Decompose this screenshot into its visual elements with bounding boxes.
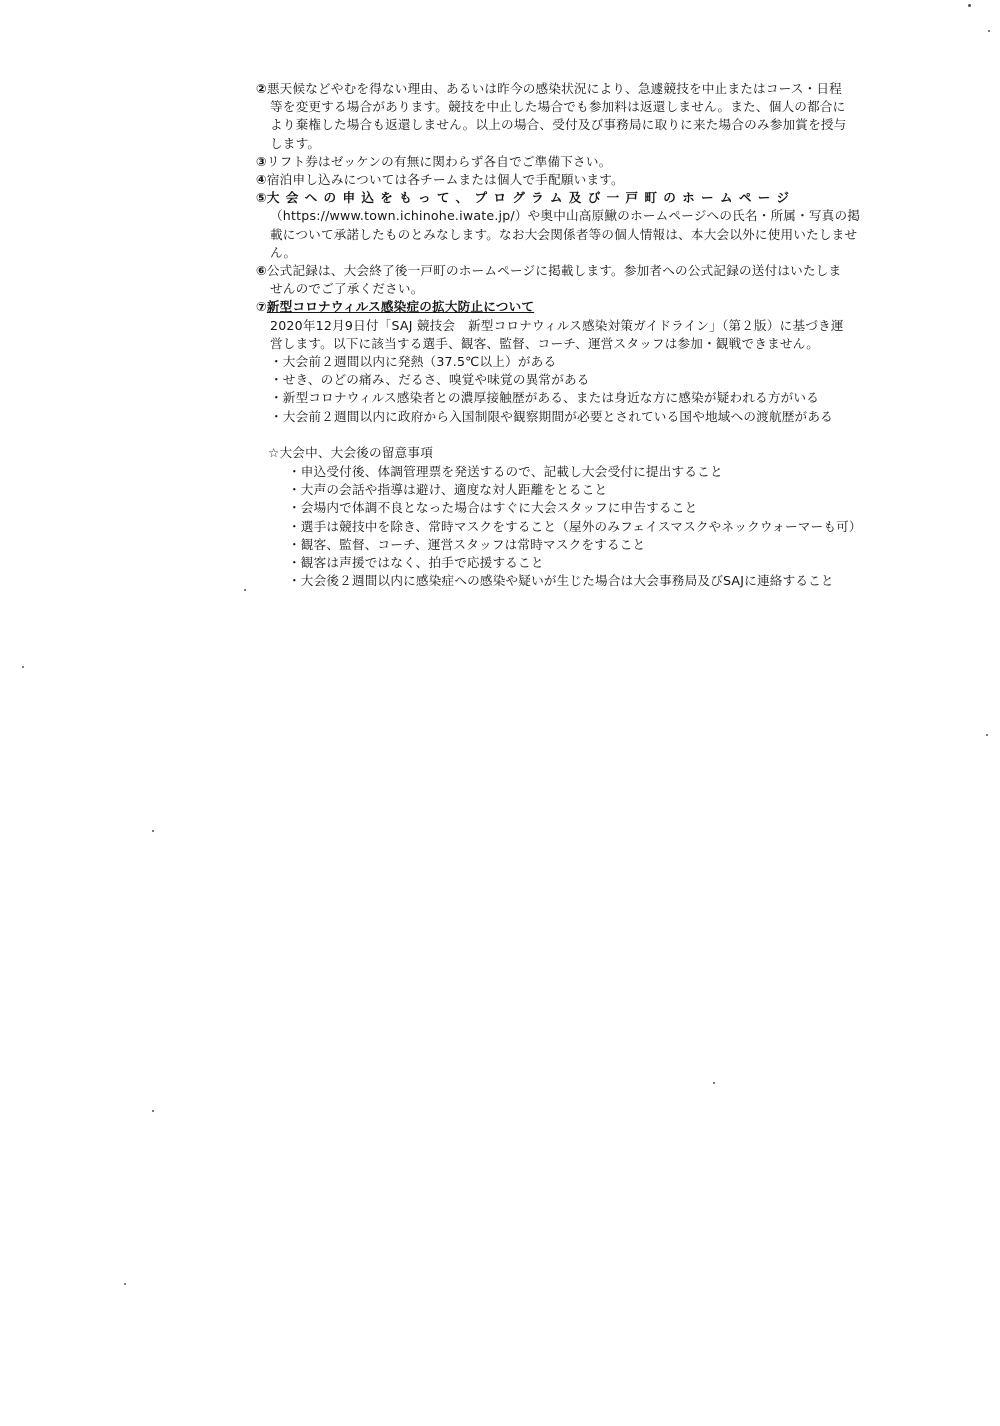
scan-speck (22, 666, 24, 668)
scan-speck (244, 589, 246, 591)
item-2-number: ② (256, 81, 267, 96)
scan-speck (124, 1283, 126, 1285)
notice-item: ・観客、監督、コーチ、運営スタッフは常時マスクをすること (288, 536, 646, 552)
item-2-line-4: します。 (270, 135, 321, 151)
scan-speck (713, 1082, 715, 1084)
notice-section (256, 444, 916, 591)
scan-speck (152, 830, 154, 832)
item-2-line-1: 悪天候などやむを得ない理由、あるいは昨今の感染状況により、急遽競技を中止またはコース・日程 (266, 81, 842, 96)
item-7-number: ⑦ (256, 299, 267, 315)
item-4-text: 宿泊申し込みについては各チームまたは個人で手配願います。 (266, 172, 624, 188)
document-body (256, 80, 916, 590)
item-2-line-3: より棄権した場合も返還しません。以上の場合、受付及び事務局に取りに来た場合のみ参加賞を授与 (270, 117, 847, 133)
item-7 (256, 298, 916, 425)
notice-item: ・選手は競技中を除き、常時マスクをすること（屋外のみフェイスマスクやネックウォーマーも可） (288, 518, 862, 534)
item-7-line-2: 営します。以下に該当する選手、観客、監督、コーチ、運営スタッフは参加・観戦できません。 (270, 335, 819, 351)
item-2-line-2: 等を変更する場合があります。競技を中止した場合でも参加料は返還しません。また、個人の都合に (270, 99, 846, 115)
item-5-line-1: 大会への申込をもって、プログラム及び一戸町のホームページ (266, 190, 796, 206)
item-7-bullet: ・大会前２週間以内に政府から入国制限や観察期間が必要とされている国や地域への渡航歴がある (270, 408, 833, 424)
notice-item: ・観客は声援ではなく、拍手で応援すること (288, 555, 544, 571)
item-5-line-3: 載について承諾したものとみなします。なお大会関係者等の個人情報は、本大会以外に使用いたしませ (270, 226, 858, 242)
item-6-line-2: せんのでご了承ください。 (270, 281, 424, 297)
item-3-number: ③ (256, 153, 267, 169)
notice-item: ・申込受付後、体調管理票を発送するので、記載し大会受付に提出すること (288, 464, 723, 480)
item-3 (256, 153, 916, 171)
item-6 (256, 262, 916, 298)
scan-speck (986, 734, 988, 736)
item-3-text: リフト券はゼッケンの有無に関わらず各自でご準備下さい。 (266, 153, 612, 169)
item-2 (256, 80, 916, 153)
item-4-number: ④ (256, 172, 267, 188)
item-6-number: ⑥ (256, 263, 267, 279)
item-5-number: ⑤ (256, 190, 267, 206)
notice-item: ・大会後２週間以内に感染症への感染や疑いが生じた場合は大会事務局及びSAJに連絡すること (288, 573, 834, 589)
item-7-bullet: ・せき、のどの痛み、だるさ、嗅覚や味覚の異常がある (270, 372, 590, 388)
item-7-bullet: ・新型コロナウィルス感染者との濃厚接触歴がある、または身近な方に感染が疑われる方がいる (270, 390, 819, 406)
notice-item: ・大声の会話や指導は避け、適度な対人距離をとること (288, 482, 608, 498)
notice-item: ・会場内で体調不良となった場合はすぐに大会スタッフに申告すること (288, 500, 698, 516)
item-7-heading: 新型コロナウィルス感染症の拡大防止について (266, 299, 535, 315)
notice-title: ☆大会中、大会後の留意事項 (268, 444, 434, 460)
item-7-bullet-list (256, 353, 916, 426)
scan-speck (988, 30, 990, 32)
item-7-line-1: 2020年12月9日付「SAJ 競技会 新型コロナウィルス感染対策ガイドライン」（第２版）に基づき運 (270, 317, 844, 333)
item-7-bullet: ・大会前２週間以内に発熱（37.5℃以上）がある (270, 354, 557, 370)
item-6-line-1: 公式記録は、大会終了後一戸町のホームページに掲載します。参加者への公式記録の送付はいたしま (266, 263, 842, 279)
item-5-line-4: ん。 (270, 244, 297, 260)
item-5-line-2: （https://www.town.ichinohe.iwate.jp/）や奥中山高原鰍のホームページへの氏名・所属・写真の掲 (270, 208, 861, 224)
scan-speck (152, 1110, 154, 1112)
item-4 (256, 171, 916, 189)
scan-speck (968, 4, 971, 7)
item-5 (256, 189, 916, 262)
notice-list (268, 463, 916, 590)
